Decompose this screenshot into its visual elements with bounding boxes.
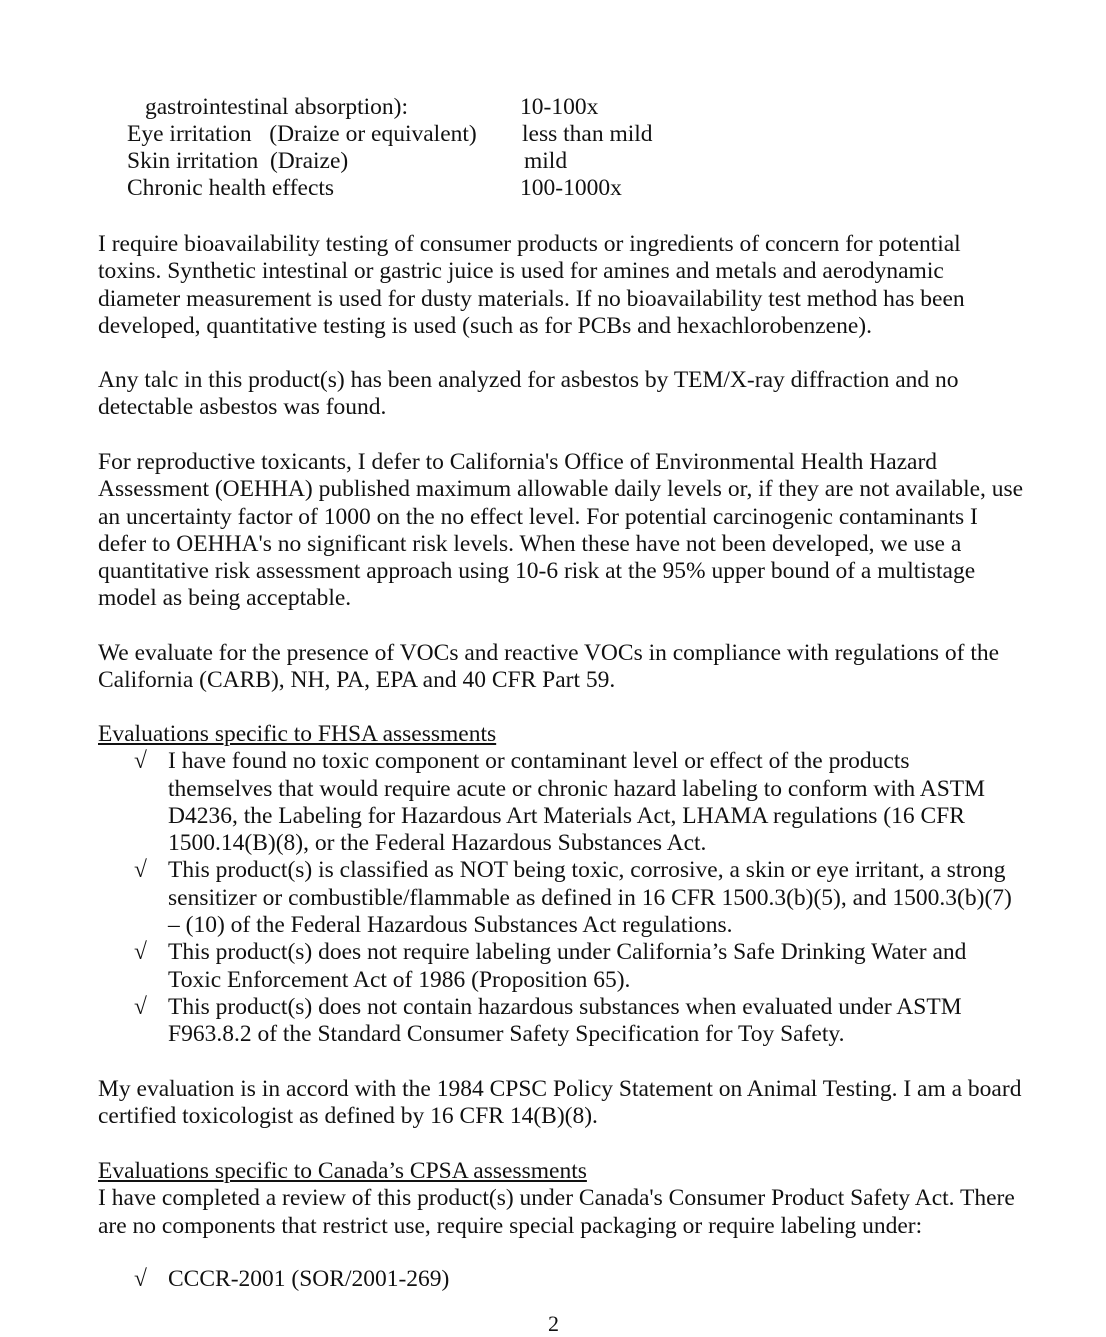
- tox-value: 100-1000x: [520, 175, 622, 201]
- check-item-text: This product(s) does not contain hazardous substances when evaluated under ASTM F963.8.2 of the Standard Consumer Safety Specification for Toy Safety.: [168, 993, 962, 1048]
- fhsa-section: [98, 721, 1028, 1049]
- cpsa-section: [98, 1158, 1028, 1240]
- tox-value: less than mild: [522, 121, 653, 147]
- checkmark-icon: √: [134, 1266, 147, 1292]
- tox-label: Eye irritation (Draize or equivalent): [127, 121, 477, 147]
- paragraph-reproductive-toxicants: For reproductive toxicants, I defer to California's Office of Environmental Health Hazard Assessment (OEHHA) published maximum allowable daily levels or, if they are not available, use an uncertainty factor of 1000 on the no effect level. For potential carcinogenic contaminants I defer to OEHHA's no significant risk levels. When these have not been developed, we use a quantitative risk assessment approach using 10-6 risk at the 95% upper bound of a multistage model as being acceptable.: [98, 449, 1024, 612]
- fhsa-check-item: [98, 748, 1013, 857]
- cpsa-intro: I have completed a review of this product(s) under Canada's Consumer Product Safety Act. There are no components that restrict use, require special packaging or require labeling under:: [98, 1185, 1015, 1239]
- tox-label: gastrointestinal absorption):: [145, 94, 409, 120]
- fhsa-heading: Evaluations specific to FHSA assessments: [98, 721, 497, 747]
- cpsa-heading: Evaluations specific to Canada’s CPSA assessments: [98, 1158, 587, 1184]
- paragraph-vocs: We evaluate for the presence of VOCs and reactive VOCs in compliance with regulations of the California (CARB), NH, PA, EPA and 40 CFR Part 59.: [98, 640, 1000, 694]
- checkmark-icon: √: [134, 748, 147, 775]
- paragraph-bioavailability: I require bioavailability testing of consumer products or ingredients of concern for potential toxins. Synthetic intestinal or gastric juice is used for amines and metals and aerodynamic diameter measurement is used for dusty materials. If no bioavailability test method has been developed, quantitative testing is used (such as for PCBs and hexachlorobenzene).: [98, 231, 965, 339]
- page-number: 2: [548, 1311, 559, 1336]
- tox-label: Chronic health effects: [127, 175, 335, 201]
- tox-value: mild: [524, 148, 568, 174]
- checkmark-icon: √: [134, 857, 147, 884]
- fhsa-checklist: [98, 748, 1013, 1048]
- check-item-text: I have found no toxic component or contaminant level or effect of the products themselves that would require acute or chronic hazard labeling to conform with ASTM D4236, the Labeling for Hazardous Art Materials Act, LHAMA regulations (16 CFR 1500.14(B)(8), or the Federal Hazardous Substances Act.: [168, 748, 986, 857]
- paragraph-talc-asbestos: Any talc in this product(s) has been analyzed for asbestos by TEM/X-ray diffraction and no detectable asbestos was found.: [98, 367, 959, 421]
- cpsa-checklist: [98, 1266, 1028, 1293]
- cpsa-check-item: [98, 1266, 1028, 1293]
- check-item-text: This product(s) does not require labeling under California’s Safe Drinking Water and Toxic Enforcement Act of 1986 (Proposition 65).: [168, 939, 967, 993]
- fhsa-check-item: [98, 994, 1013, 1049]
- paragraph-cpsc-statement: My evaluation is in accord with the 1984 CPSC Policy Statement on Animal Testing. I am a board certified toxicologist as defined by 16 CFR 14(B)(8).: [98, 1076, 1022, 1130]
- tox-value: 10-100x: [520, 94, 599, 120]
- tox-label: Skin irritation (Draize): [127, 148, 349, 174]
- check-item-text: CCCR-2001 (SOR/2001-269): [168, 1266, 450, 1292]
- check-item-text: This product(s) is classified as NOT being toxic, corrosive, a skin or eye irritant, a strong sensitizer or combustible/flammable as defined in 16 CFR 1500.3(b)(5), and 1500.3(b)(7) – (10) of the Federal Hazardous Substances Act regulations.: [168, 857, 1012, 939]
- fhsa-check-item: [98, 939, 1013, 994]
- checkmark-icon: √: [134, 993, 147, 1020]
- fhsa-check-item: [98, 857, 1013, 939]
- checkmark-icon: √: [134, 939, 147, 966]
